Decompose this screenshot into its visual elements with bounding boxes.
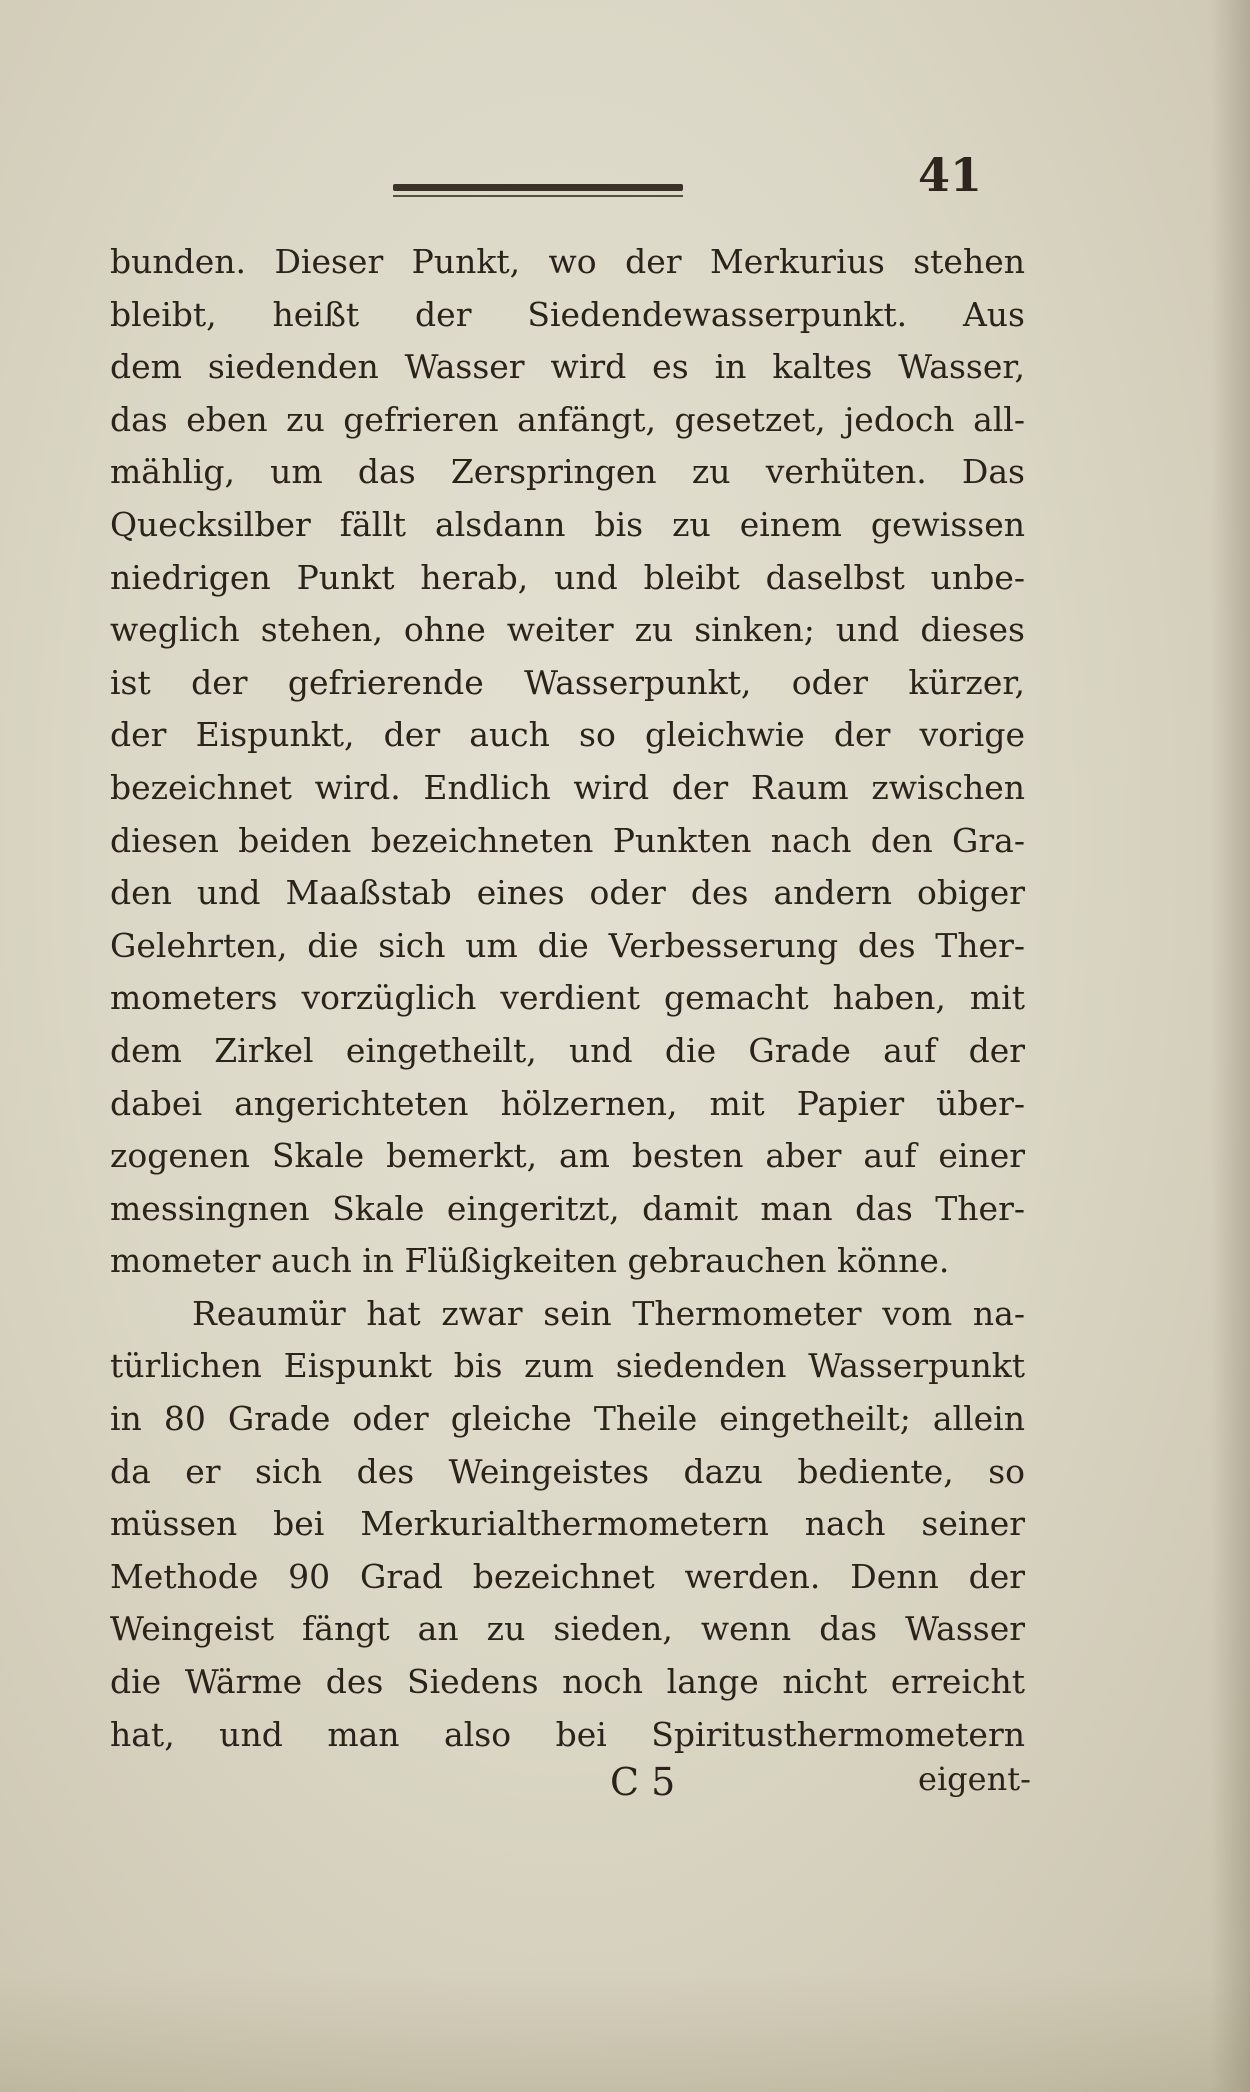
text-line: da er sich des Weingeistes dazu bediente, so [110, 1451, 1025, 1491]
text-line: das eben zu gefrieren anfängt, gesetzet, jedoch all- [110, 399, 1025, 439]
text-line: weglich stehen, ohne weiter zu sinken; und dieses [110, 610, 1025, 650]
text-line: der Eispunkt, der auch so gleichwie der vorige [110, 715, 1025, 755]
text-line: Weingeist fängt an zu sieden, wenn das Wasser [110, 1609, 1025, 1649]
header-rule [393, 184, 683, 191]
text-line: hat, und man also bei Spiritusthermometern [110, 1714, 1025, 1754]
text-line: den und Maaßstab eines oder des andern obiger [110, 873, 1025, 913]
text-line: türlichen Eispunkt bis zum siedenden Wasserpunkt [110, 1346, 1025, 1386]
body-text [110, 236, 1025, 1761]
text-line: dabei angerichteten hölzernen, mit Papier über- [110, 1083, 1025, 1123]
text-line: bezeichnet wird. Endlich wird der Raum zwischen [110, 767, 1025, 807]
text-line: mometers vorzüglich verdient gemacht haben, mit [110, 978, 1025, 1018]
text-line: diesen beiden bezeichneten Punkten nach den Gra- [110, 820, 1025, 860]
text-line: mählig, um das Zerspringen zu verhüten. Das [110, 452, 1025, 492]
text-line: Gelehrten, die sich um die Verbesserung des Ther- [110, 925, 1025, 965]
text-line: bleibt, heißt der Siedendewasserpunkt. Aus [110, 294, 1025, 334]
page-bottom-stain [0, 1972, 1250, 2092]
text-line: Quecksilber fällt alsdann bis zu einem gewissen [110, 504, 1025, 544]
text-line: dem siedenden Wasser wird es in kaltes Wasser, [110, 347, 1025, 387]
text-line: in 80 Grade oder gleiche Theile eingetheilt; allein [110, 1399, 1025, 1439]
catchword: eigent- [918, 1760, 1031, 1798]
text-line: Methode 90 Grad bezeichnet werden. Denn der [110, 1556, 1025, 1596]
text-line: dem Zirkel eingetheilt, und die Grade auf der [110, 1030, 1025, 1070]
text-line: mometer auch in Flüßigkeiten gebrauchen könne. [110, 1241, 950, 1281]
text-line: zogenen Skale bemerkt, am besten aber auf einer [110, 1136, 1025, 1176]
text-line: bunden. Dieser Punkt, wo der Merkurius stehen [110, 242, 1025, 281]
text-line: Reaumür hat zwar sein Thermometer vom na- [192, 1293, 1025, 1333]
text-line: ist der gefrierende Wasserpunkt, oder kürzer, [110, 662, 1025, 702]
text-line: messingnen Skale eingeritzt, damit man das Ther- [110, 1188, 1025, 1228]
text-line: müssen bei Merkurialthermometern nach seiner [110, 1504, 1025, 1544]
text-line: die Wärme des Siedens noch lange nicht erreicht [110, 1662, 1025, 1702]
text-line: niedrigen Punkt herab, und bleibt daselbst unbe- [110, 557, 1025, 597]
page-edge-shadow [1210, 0, 1250, 2092]
page-number: 41 [918, 148, 983, 202]
signature-mark: C 5 [610, 1760, 676, 1804]
